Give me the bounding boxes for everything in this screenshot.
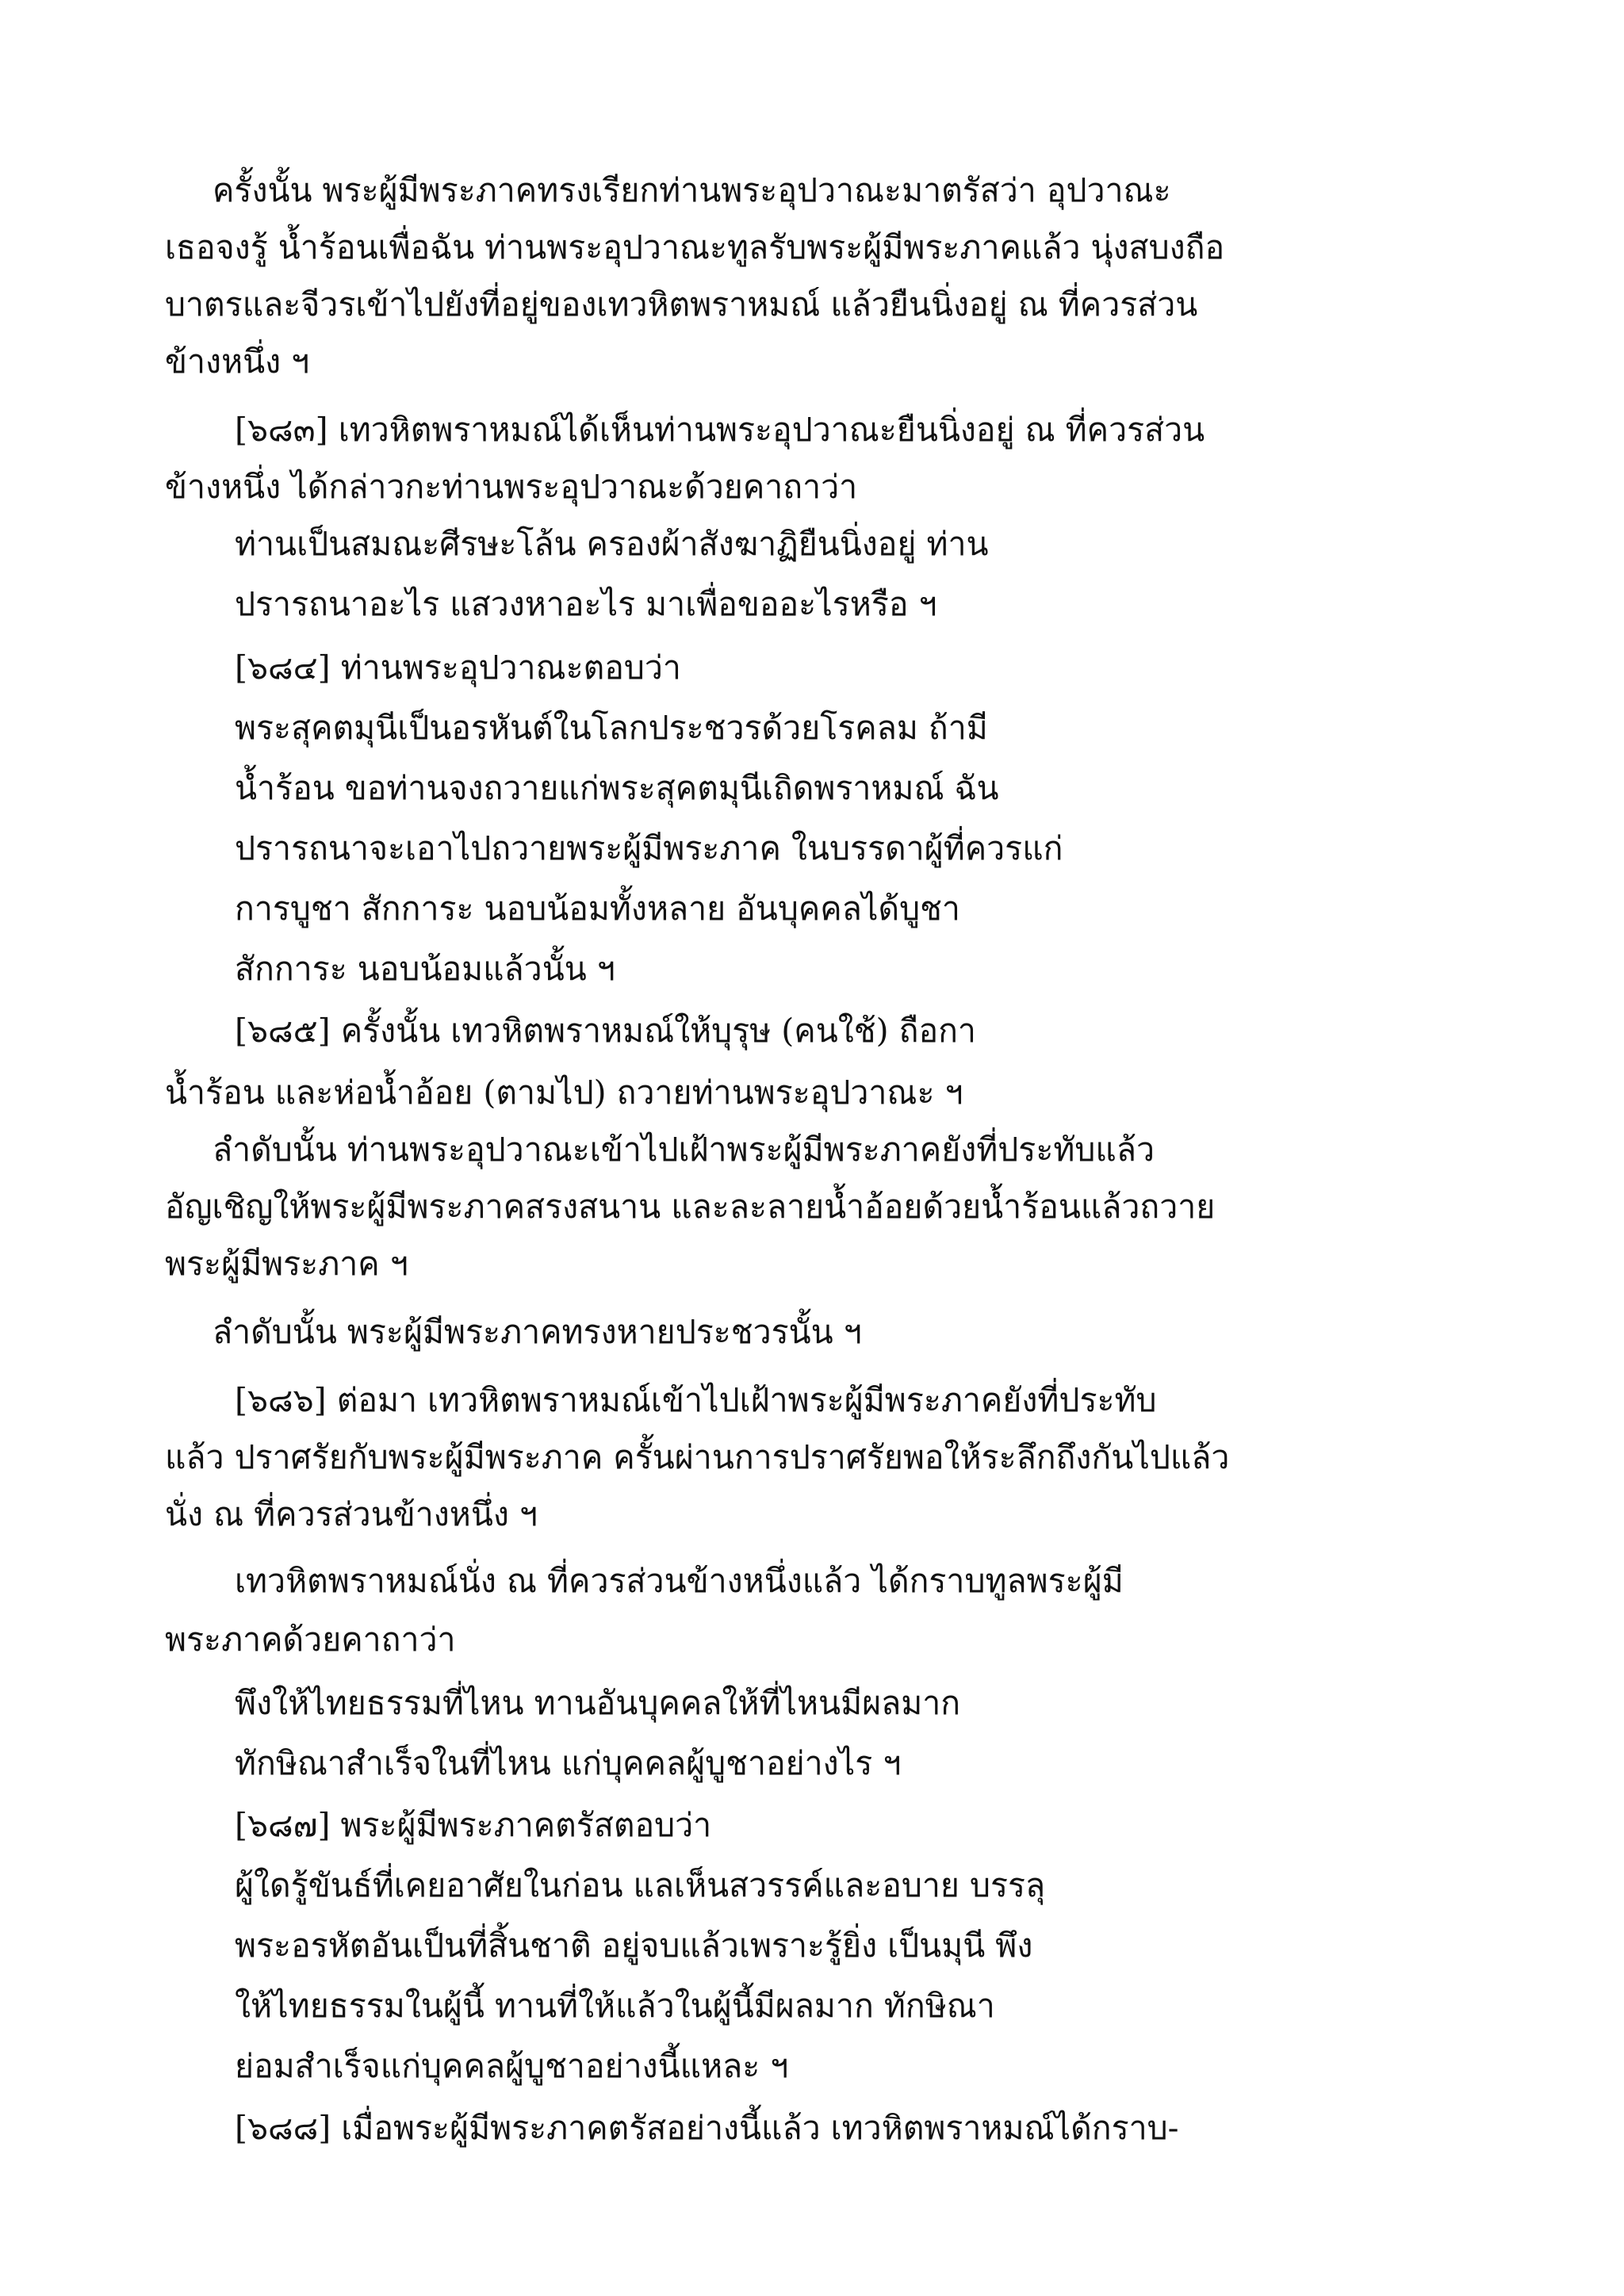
- text-line: ครั้งนั้น พระผู้มีพระภาคทรงเรียกท่านพระอุปวาณะมาตรัสว่า อุปวาณะ: [213, 171, 1171, 209]
- text-line: บาตรและจีวรเข้าไปยังที่อยู่ของเทวหิตพราหมณ์ แล้วยืนนิ่งอยู่ ณ ที่ควรส่วน: [165, 285, 1198, 323]
- text-line: ลำดับนั้น พระผู้มีพระภาคทรงหายประชวรนั้น ฯ: [213, 1313, 862, 1351]
- text-line: เทวหิตพราหมณ์นั่ง ณ ที่ควรส่วนข้างหนึ่งแล้ว ได้กราบทูลพระผู้มี: [235, 1562, 1124, 1600]
- verse-line: น้ำร้อน ขอท่านจงถวายแก่พระสุคตมุนีเถิดพราหมณ์ ฉัน: [235, 769, 999, 807]
- text-line: [๖๘๕] ครั้งนั้น เทวหิตพราหมณ์ให้บุรุษ (คนใช้) ถือกา: [235, 1012, 976, 1050]
- text-line: ข้างหนึ่ง ฯ: [165, 342, 310, 381]
- verse-line: ท่านเป็นสมณะศีรษะโล้น ครองผ้าสังฆาฏิยืนนิ่งอยู่ ท่าน: [235, 525, 989, 563]
- verse-line: ให้ไทยธรรมในผู้นี้ ทานที่ให้แล้วในผู้นี้มีผลมาก ทักษิณา: [235, 1987, 995, 2025]
- verse-line: การบูชา สักการะ นอบน้อมทั้งหลาย อันบุคคลได้บูชา: [235, 890, 960, 928]
- verse-line: ทักษิณาสำเร็จในที่ไหน แก่บุคคลผู้บูชาอย่างไร ฯ: [235, 1744, 902, 1782]
- verse-line: ปรารถนาจะเอาไปถวายพระผู้มีพระภาค ในบรรดาผู้ที่ควรแก่: [235, 829, 1063, 867]
- text-line: ข้างหนึ่ง ได้กล่าวกะท่านพระอุปวาณะด้วยคาถาว่า: [165, 468, 858, 506]
- verse-line: พึงให้ไทยธรรมที่ไหน ทานอันบุคคลให้ที่ไหนมีผลมาก: [235, 1684, 961, 1722]
- text-line: เธอจงรู้ น้ำร้อนเพื่อฉัน ท่านพระอุปวาณะทูลรับพระผู้มีพระภาคแล้ว นุ่งสบงถือ: [165, 228, 1225, 266]
- verse-line: ปรารถนาอะไร แสวงหาอะไร มาเพื่อขออะไรหรือ ฯ: [235, 585, 937, 623]
- text-line: ลำดับนั้น ท่านพระอุปวาณะเข้าไปเฝ้าพระผู้มีพระภาคยังที่ประทับแล้ว: [213, 1131, 1155, 1169]
- verse-line: สักการะ นอบน้อมแล้วนั้น ฯ: [235, 950, 615, 988]
- verse-line: ผู้ใดรู้ขันธ์ที่เคยอาศัยในก่อน แลเห็นสวรรค์และอบาย บรรลุ: [235, 1866, 1046, 1904]
- text-line: [๖๘๓] เทวหิตพราหมณ์ได้เห็นท่านพระอุปวาณะยืนนิ่งอยู่ ณ ที่ควรส่วน: [235, 411, 1205, 449]
- verse-line: พระอรหัตอันเป็นที่สิ้นชาติ อยู่จบแล้วเพราะรู้ยิ่ง เป็นมุนี พึง: [235, 1927, 1033, 1965]
- text-line: พระผู้มีพระภาค ฯ: [165, 1245, 408, 1283]
- verse-line: ย่อมสำเร็จแก่บุคคลผู้บูชาอย่างนี้แหละ ฯ: [235, 2047, 789, 2085]
- text-line: อัญเชิญให้พระผู้มีพระภาคสรงสนาน และละลายน้ำอ้อยด้วยน้ำร้อนแล้วถวาย: [165, 1188, 1216, 1226]
- text-line: แล้ว ปราศรัยกับพระผู้มีพระภาค ครั้นผ่านการปราศรัยพอให้ระลึกถึงกันไปแล้ว: [165, 1438, 1230, 1476]
- text-line: [๖๘๘] เมื่อพระผู้มีพระภาคตรัสอย่างนี้แล้ว เทวหิตพราหมณ์ได้กราบ-: [235, 2109, 1179, 2147]
- text-line: [๖๘๖] ต่อมา เทวหิตพราหมณ์เข้าไปเฝ้าพระผู้มีพระภาคยังที่ประทับ: [235, 1381, 1157, 1419]
- text-line: [๖๘๔] ท่านพระอุปวาณะตอบว่า: [235, 649, 681, 687]
- text-line: พระภาคด้วยคาถาว่า: [165, 1621, 456, 1659]
- text-line: [๖๘๗] พระผู้มีพระภาคตรัสตอบว่า: [235, 1806, 712, 1844]
- text-line: นั่ง ณ ที่ควรส่วนข้างหนึ่ง ฯ: [165, 1495, 538, 1533]
- text-line: น้ำร้อน และห่อน้ำอ้อย (ตามไป) ถวายท่านพระอุปวาณะ ฯ: [165, 1073, 963, 1112]
- verse-line: พระสุคตมุนีเป็นอรหันต์ในโลกประชวรด้วยโรคลม ถ้ามี: [235, 709, 988, 747]
